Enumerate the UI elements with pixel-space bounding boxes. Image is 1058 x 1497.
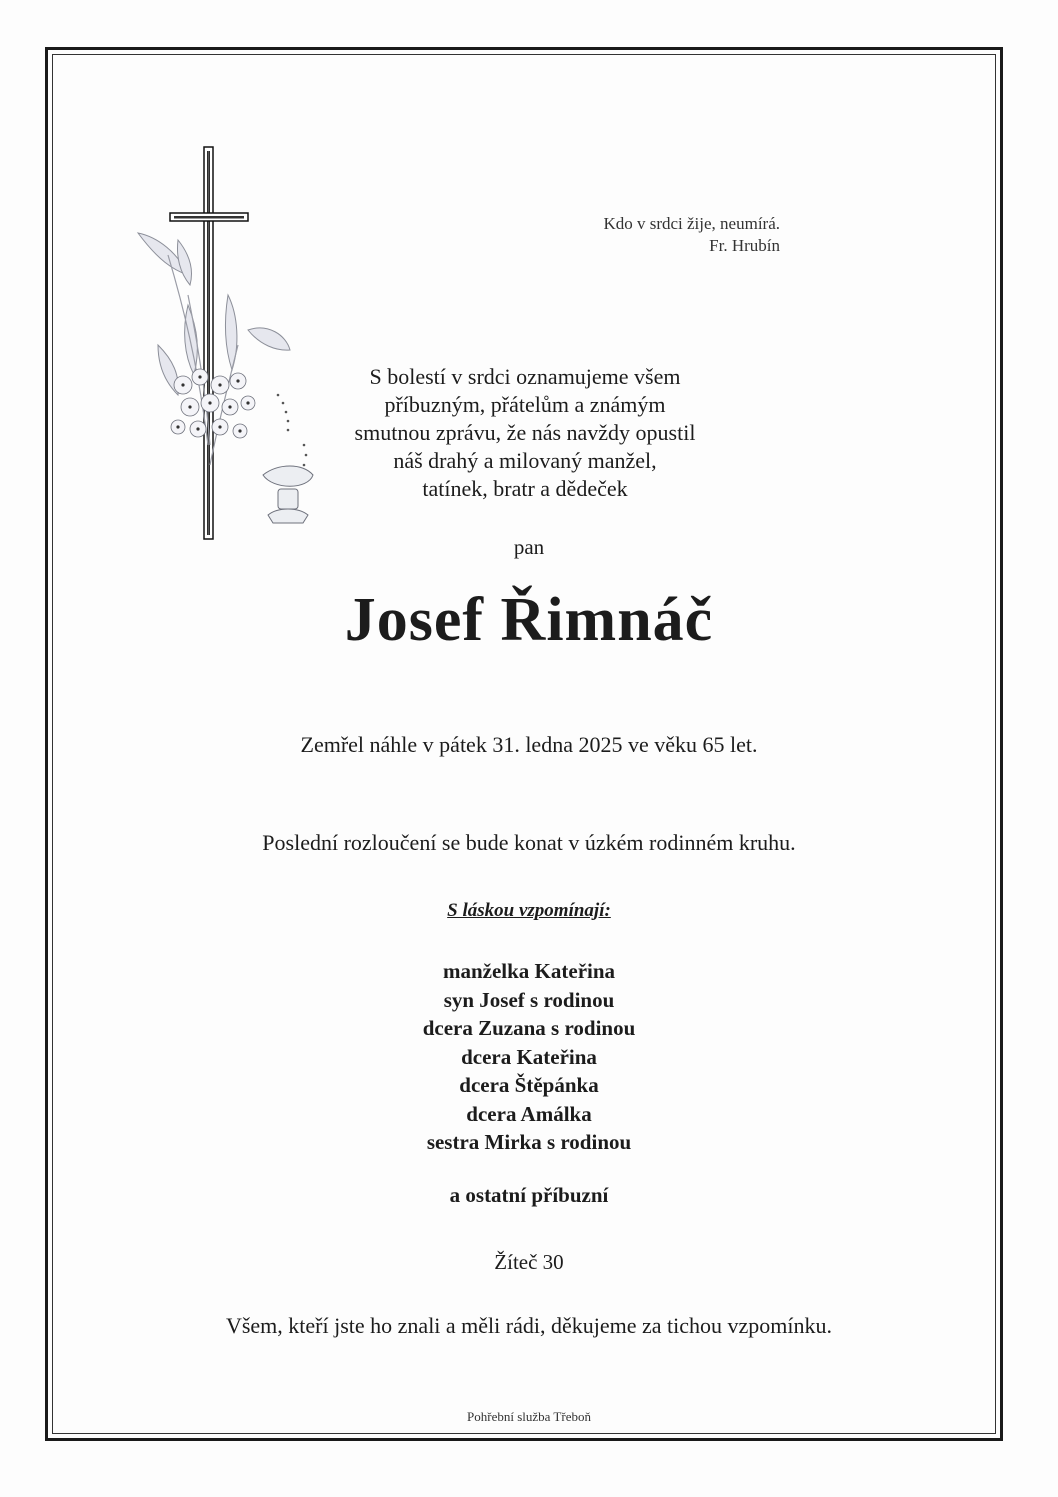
mourner-item: dcera Kateřina [461,1044,597,1069]
mourner-item: sestra Mirka s rodinou [426,1130,632,1154]
funeral-service: Pohřební služba Třeboň [467,1409,591,1424]
mourners-heading: S láskou vzpomínají: [447,900,611,921]
announcement-line: S bolestí v srdci oznamujeme všem [369,364,681,389]
announcement-line: smutnou zprávu, že nás navždy opustil [354,420,696,445]
deceased-name: Josef Řimnáč [344,586,714,654]
announcement-line: tatínek, bratr a dědeček [422,476,628,501]
mourner-item: dcera Amálka [466,1101,592,1126]
address: Žíteč 30 [494,1250,564,1274]
mourners-list [0,957,1058,1157]
mourner-item: manželka Kateřina [442,959,616,983]
thanks-note: Všem, kteří jste ho znali a měli rádi, děkujeme za tichou vzpomínku. [225,1313,833,1338]
announcement-line: příbuzným, přátelům a známým [384,392,666,417]
announcement-text [290,363,760,503]
death-notice: Zemřel náhle v pátek 31. ledna 2025 ve věku 65 let. [300,732,758,757]
motto-author: Fr. Hrubín [709,236,780,255]
other-relatives: a ostatní příbuzní [449,1183,609,1207]
honorific: pan [513,535,545,559]
motto [520,213,780,257]
mourner-item: dcera Štěpánka [459,1073,599,1097]
mourner-item: dcera Zuzana s rodinou [422,1016,636,1040]
motto-quote: Kdo v srdci žije, neumírá. [603,214,780,233]
farewell-notice: Poslední rozloučení se bude konat v úzkém rodinném kruhu. [262,830,796,855]
mourner-item: syn Josef s rodinou [443,987,615,1012]
announcement-line: náš drahý a milovaný manžel, [393,448,657,473]
